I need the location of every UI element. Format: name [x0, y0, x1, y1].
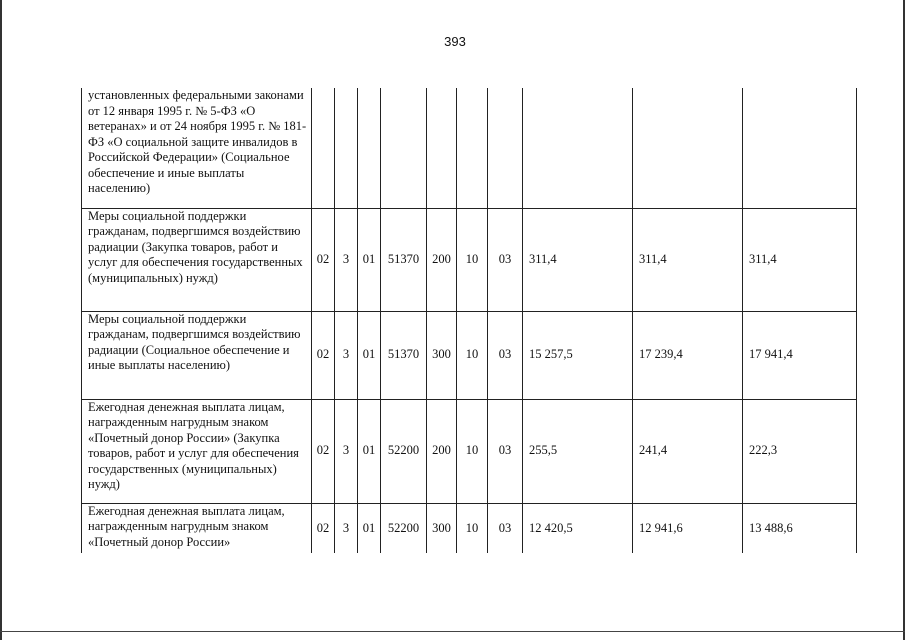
code-expense-type: 300 — [427, 503, 457, 553]
amount-year-1: 12 420,5 — [523, 503, 633, 553]
code-section: 10 — [457, 208, 488, 311]
amount-year-3: 17 941,4 — [743, 311, 857, 399]
row-description: Ежегодная денежная выплата лицам, награжденным нагрудным знаком «Почетный донор России» (Закупка товаров, работ и услуг для обеспечения государственных (муниципальных) нужд) — [82, 399, 312, 503]
amount-year-3: 222,3 — [743, 399, 857, 503]
code-activity: 01 — [358, 311, 381, 399]
code-program — [312, 88, 335, 208]
table-row — [82, 311, 857, 399]
amount-year-2: 12 941,6 — [633, 503, 743, 553]
amount-year-1: 311,4 — [523, 208, 633, 311]
row-description: Меры социальной поддержки гражданам, подвергшимся воздействию радиации (Социальное обеспечение и иные выплаты населению) — [82, 311, 312, 399]
code-program: 02 — [312, 503, 335, 553]
code-direction: 51370 — [381, 311, 427, 399]
amount-year-1: 255,5 — [523, 399, 633, 503]
code-subsection — [488, 88, 523, 208]
code-activity: 01 — [358, 503, 381, 553]
code-subprogram: 3 — [335, 311, 358, 399]
code-expense-type: 200 — [427, 208, 457, 311]
amount-year-2: 17 239,4 — [633, 311, 743, 399]
code-subprogram: 3 — [335, 503, 358, 553]
row-description: установленных федеральными законами от 12 января 1995 г. № 5-ФЗ «О ветеранах» и от 24 ноября 1995 г. № 181-ФЗ «О социальной защите инвалидов в Российской Федерации» (Социальное обеспечение и иные выплаты населению) — [82, 88, 312, 208]
budget-table — [81, 88, 857, 553]
page-bottom-edge — [0, 631, 905, 632]
code-expense-type: 300 — [427, 311, 457, 399]
page-number: 393 — [444, 34, 466, 49]
code-activity: 01 — [358, 208, 381, 311]
amount-year-3 — [743, 88, 857, 208]
amount-year-3: 13 488,6 — [743, 503, 857, 553]
code-section: 10 — [457, 503, 488, 553]
code-subsection: 03 — [488, 503, 523, 553]
code-expense-type — [427, 88, 457, 208]
code-activity — [358, 88, 381, 208]
code-program: 02 — [312, 208, 335, 311]
amount-year-2 — [633, 88, 743, 208]
code-subprogram: 3 — [335, 399, 358, 503]
code-activity: 01 — [358, 399, 381, 503]
code-section: 10 — [457, 311, 488, 399]
code-section — [457, 88, 488, 208]
code-program: 02 — [312, 399, 335, 503]
code-expense-type: 200 — [427, 399, 457, 503]
amount-year-2: 311,4 — [633, 208, 743, 311]
table-row — [82, 399, 857, 503]
table-row — [82, 88, 857, 208]
amount-year-3: 311,4 — [743, 208, 857, 311]
amount-year-1 — [523, 88, 633, 208]
table-row — [82, 503, 857, 553]
row-description: Меры социальной поддержки гражданам, подвергшимся воздействию радиации (Закупка товаров, работ и услуг для обеспечения государственных (муниципальных) нужд) — [82, 208, 312, 311]
code-program: 02 — [312, 311, 335, 399]
code-subsection: 03 — [488, 311, 523, 399]
code-section: 10 — [457, 399, 488, 503]
table-row — [82, 208, 857, 311]
amount-year-1: 15 257,5 — [523, 311, 633, 399]
code-subprogram — [335, 88, 358, 208]
code-direction: 52200 — [381, 503, 427, 553]
code-direction: 51370 — [381, 208, 427, 311]
row-description: Ежегодная денежная выплата лицам, награжденным нагрудным знаком «Почетный донор России» — [82, 503, 312, 553]
code-subsection: 03 — [488, 208, 523, 311]
code-direction: 52200 — [381, 399, 427, 503]
code-subsection: 03 — [488, 399, 523, 503]
amount-year-2: 241,4 — [633, 399, 743, 503]
code-direction — [381, 88, 427, 208]
code-subprogram: 3 — [335, 208, 358, 311]
page-left-edge — [0, 0, 2, 640]
